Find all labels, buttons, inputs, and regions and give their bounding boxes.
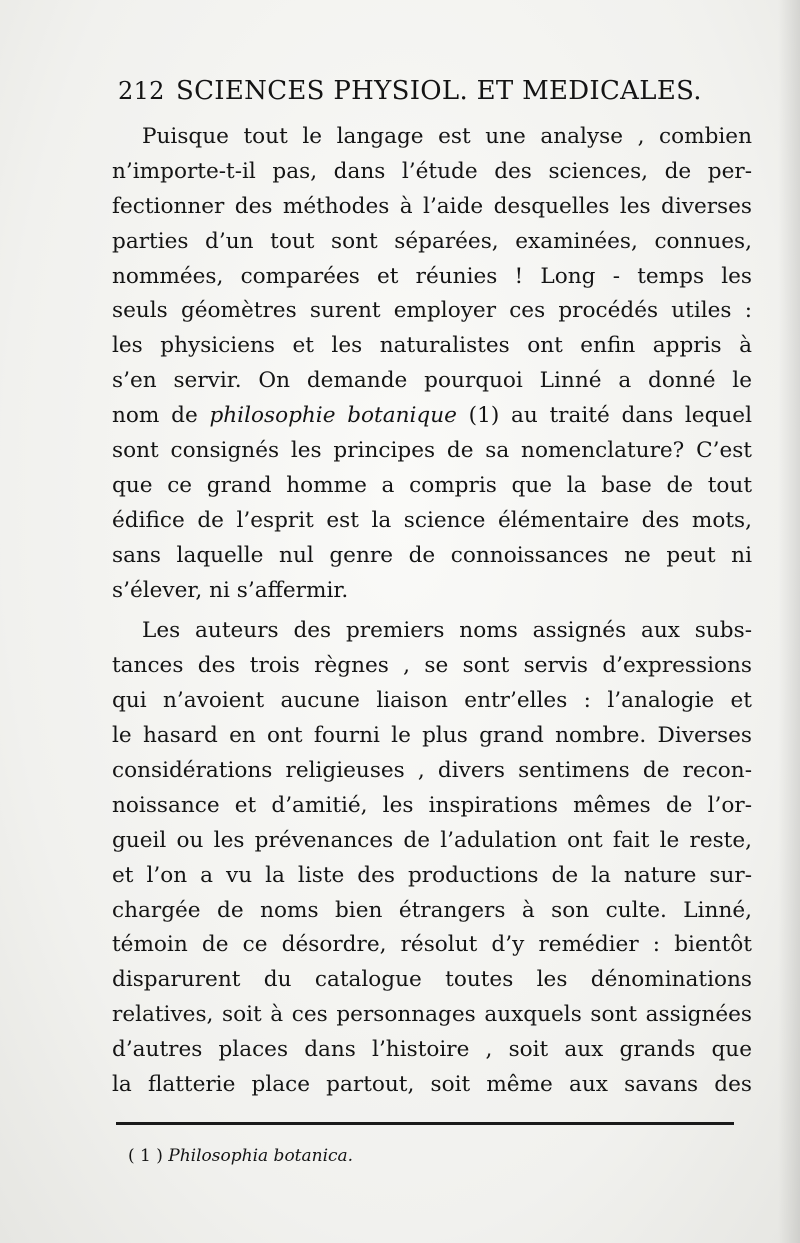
text-line: fectionner des méthodes à l’aide desquelles les diverses [112,193,752,219]
text-line: témoin de ce désordre, résolut d’y remédier : bientôt [112,932,752,958]
page-edge-shadow [778,0,800,1243]
footnote [128,1146,528,1166]
text-line: sont consignés les principes de sa nomenclature? C’est [112,438,752,464]
text-segment: nom de [112,403,210,429]
text-line: les physiciens et les naturalistes ont enfin appris à [112,333,752,359]
text-line-with-italic [112,399,752,434]
text-line: considérations religieuses , divers sentimens de recon- [112,758,752,784]
text-line: seuls géomètres surent employer ces procédés utiles : [112,298,752,324]
text-line: disparurent du catalogue toutes les dénominations [112,967,752,993]
text-line: parties d’un tout sont séparées, examinées, connues, [112,228,752,254]
text-line: Puisque tout le langage est une analyse , combien [142,124,752,149]
footnote-marker: ( 1 ) [128,1146,163,1166]
running-header [118,76,718,110]
italic-title: philosophie botanique [209,403,457,429]
text-line: s’en servir. On demande pourquoi Linné a donné le [112,368,752,394]
text-line: tances des trois règnes , se sont servis d’expressions [112,653,752,679]
text-line: gueil ou les prévenances de l’adulation ont fait le reste, [112,827,752,853]
text-line: d’autres places dans l’histoire , soit aux grands que [112,1037,752,1063]
text-segment: (1) au traité dans lequel [456,403,752,429]
running-title: SCIENCES PHYSIOL. ET MEDICALES. [176,76,702,106]
text-line: chargée de noms bien étrangers à son culte. Linné, [112,897,752,923]
text-line: que ce grand homme a compris que la base de tout [112,472,752,498]
text-line: et l’on a vu la liste des productions de la nature sur- [112,862,752,888]
text-line: Les auteurs des premiers noms assignés aux subs- [142,618,752,644]
text-line: relatives, soit à ces personnages auxquels sont assignées [112,1002,752,1028]
footnote-rule [116,1122,734,1125]
page-number: 212 [118,77,165,105]
text-line: le hasard en ont fourni le plus grand nombre. Diverses [112,723,752,749]
text-line: qui n’avoient aucune liaison entr’elles : l’analogie et [112,688,752,714]
text-line: noissance et d’amitié, les inspirations mêmes de l’or- [112,792,752,818]
text-line: la flatterie place partout, soit même aux savans des [112,1072,752,1098]
text-line: édifice de l’esprit est la science élémentaire des mots, [112,507,752,533]
text-line: s’élever, ni s’affermir. [112,577,349,603]
body-text [112,120,752,1103]
text-line: n’importe-t-il pas, dans l’étude des sciences, de per- [112,158,752,184]
footnote-text: Philosophia botanica. [168,1146,354,1166]
text-line: sans laquelle nul genre de connoissances ne peut ni [112,542,752,568]
text-line: nommées, comparées et réunies ! Long - temps les [112,263,752,289]
